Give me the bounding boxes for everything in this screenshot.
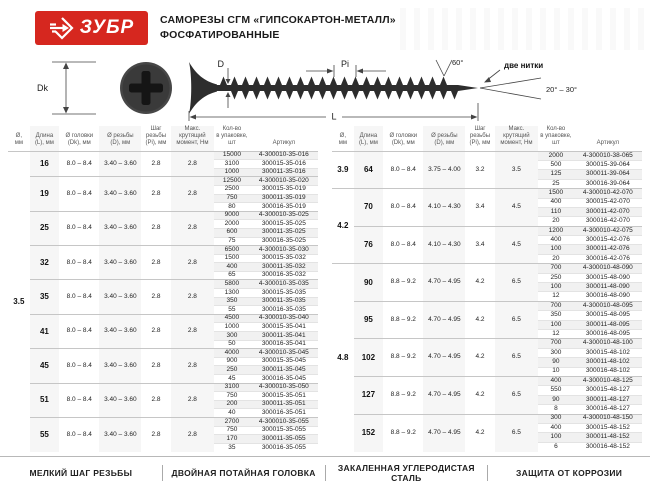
- diameter-cell: 4.8: [332, 264, 354, 452]
- thread-diameter-cell: 3.40 – 3.60: [99, 151, 141, 177]
- thread-diameter-cell: 4.70 – 4.95: [423, 414, 465, 452]
- quantity-cell: 35: [214, 443, 250, 452]
- table-row: [8, 246, 318, 255]
- head-diameter-cell: 8.8 – 9.2: [383, 301, 423, 339]
- quantity-cell: 80: [214, 203, 250, 212]
- article-cell: 300011-48-090: [574, 283, 642, 292]
- head-diameter-cell: 8.0 – 8.4: [383, 226, 423, 264]
- torque-cell: 6.5: [495, 376, 538, 414]
- table-row: [332, 151, 642, 160]
- column-header: Кол-во в упаковке, шт: [540, 126, 572, 147]
- pitch-cell: 2.8: [141, 314, 170, 348]
- article-cell: 4-300010-35-025: [250, 211, 318, 220]
- article-cell: 300015-48-095: [574, 311, 642, 320]
- article-cell: 300016-48-095: [574, 329, 642, 338]
- l-label: L: [331, 111, 337, 122]
- pitch-cell: 4.2: [465, 414, 494, 452]
- header-watermark-pattern: [400, 8, 650, 50]
- column-header: Длина (L), мм: [358, 133, 378, 147]
- article-cell: 300011-35-041: [250, 332, 318, 341]
- table-row: [332, 376, 642, 385]
- pitch-cell: 2.8: [141, 280, 170, 314]
- feature-double-countersunk-head: ДВОЙНАЯ ПОТАЙНАЯ ГОЛОВКА: [171, 467, 316, 478]
- pitch-cell: 2.8: [141, 417, 170, 451]
- head-diameter-cell: 8.0 – 8.4: [59, 151, 99, 177]
- quantity-cell: 3100: [214, 160, 250, 169]
- quantity-cell: 20: [538, 217, 574, 226]
- article-cell: 4-300010-48-150: [574, 414, 642, 423]
- screw-technical-drawing: [0, 55, 650, 125]
- quantity-cell: 350: [538, 311, 574, 320]
- article-cell: 4-300010-35-016: [250, 151, 318, 160]
- table-row: [332, 226, 642, 235]
- length-cell: 90: [354, 264, 383, 302]
- thread-diameter-cell: 3.40 – 3.60: [99, 246, 141, 280]
- quantity-cell: 90: [538, 395, 574, 404]
- head-diameter-cell: 8.8 – 9.2: [383, 376, 423, 414]
- length-cell: 76: [354, 226, 383, 264]
- length-cell: 35: [30, 280, 59, 314]
- article-cell: 300015-35-045: [250, 357, 318, 366]
- length-cell: 25: [30, 211, 59, 245]
- quantity-cell: 12: [538, 292, 574, 301]
- pitch-cell: 2.8: [141, 177, 170, 211]
- quantity-cell: 50: [214, 340, 250, 349]
- quantity-cell: 20: [538, 254, 574, 263]
- article-cell: 300011-35-016: [250, 168, 318, 177]
- head-diameter-cell: 8.0 – 8.4: [59, 177, 99, 211]
- quantity-cell: 300: [538, 414, 574, 423]
- quantity-cell: 3100: [214, 383, 250, 392]
- quantity-cell: 250: [538, 273, 574, 282]
- quantity-cell: 5800: [214, 280, 250, 289]
- pitch-cell: 3.2: [465, 151, 494, 189]
- article-cell: 4-300010-35-055: [250, 417, 318, 426]
- feature-footer: [0, 456, 650, 488]
- angle60-label: 60°: [452, 58, 464, 67]
- diameter-cell: 4.2: [332, 189, 354, 264]
- article-cell: 300015-48-090: [574, 273, 642, 282]
- length-cell: 32: [30, 246, 59, 280]
- article-cell: 300016-39-064: [574, 179, 642, 188]
- table-row: [332, 301, 642, 310]
- page-title: [160, 13, 396, 43]
- quantity-cell: 45: [214, 375, 250, 384]
- length-cell: 55: [30, 417, 59, 451]
- quantity-cell: 6500: [214, 246, 250, 255]
- thread-diameter-cell: 3.40 – 3.60: [99, 383, 141, 417]
- article-cell: 4-300010-48-100: [574, 339, 642, 348]
- pitch-cell: 2.8: [141, 151, 170, 177]
- table-row: [332, 339, 642, 348]
- article-cell: 300011-48-127: [574, 395, 642, 404]
- torque-cell: 2.8: [171, 211, 214, 245]
- article-cell: 300015-48-127: [574, 386, 642, 395]
- screw-head-top-view: [120, 62, 172, 114]
- torque-cell: 2.8: [171, 280, 214, 314]
- quantity-cell: 8: [538, 405, 574, 414]
- column-header: Ø головки (Dk), мм: [65, 133, 94, 147]
- dk-dimension-lines: [52, 62, 96, 114]
- quantity-cell: 300: [214, 332, 250, 341]
- torque-cell: 2.8: [171, 383, 214, 417]
- quantity-cell: 100: [538, 433, 574, 442]
- article-cell: 300011-35-019: [250, 194, 318, 203]
- article-cell: 300011-42-076: [574, 245, 642, 254]
- article-cell: 300015-42-076: [574, 236, 642, 245]
- quantity-cell: 90: [538, 358, 574, 367]
- quantity-cell: 2500: [214, 185, 250, 194]
- table-row: [8, 314, 318, 323]
- article-cell: 300011-48-102: [574, 358, 642, 367]
- angle60-lines: [436, 60, 452, 76]
- quantity-cell: 1000: [214, 323, 250, 332]
- quantity-cell: 350: [214, 297, 250, 306]
- article-cell: 300011-35-025: [250, 228, 318, 237]
- torque-cell: 3.5: [495, 151, 538, 189]
- article-cell: 300011-48-152: [574, 433, 642, 442]
- thread-diameter-cell: 3.40 – 3.60: [99, 314, 141, 348]
- quantity-cell: 500: [538, 160, 574, 169]
- length-cell: 51: [30, 383, 59, 417]
- article-cell: 300015-35-041: [250, 323, 318, 332]
- quantity-cell: 1000: [214, 168, 250, 177]
- thread-diameter-cell: 3.40 – 3.60: [99, 280, 141, 314]
- quantity-cell: 200: [214, 400, 250, 409]
- quantity-cell: 400: [214, 263, 250, 272]
- article-cell: 300011-42-070: [574, 207, 642, 216]
- column-header: Макс. крутящий момент, Нм: [500, 126, 533, 147]
- head-diameter-cell: 8.0 – 8.4: [59, 314, 99, 348]
- torque-cell: 4.5: [495, 226, 538, 264]
- quantity-cell: 15000: [214, 151, 250, 160]
- head-diameter-cell: 8.0 – 8.4: [59, 246, 99, 280]
- two-threads-label: две нитки: [504, 61, 544, 70]
- torque-cell: 6.5: [495, 264, 538, 302]
- torque-cell: 2.8: [171, 314, 214, 348]
- article-cell: 300011-35-055: [250, 435, 318, 444]
- quantity-cell: 110: [538, 207, 574, 216]
- pi-label: Pi: [340, 59, 350, 69]
- article-cell: 300015-35-016: [250, 160, 318, 169]
- article-cell: 300015-35-051: [250, 392, 318, 401]
- column-header: Ø резьбы (D), мм: [431, 133, 458, 147]
- title-line1: САМОРЕЗЫ СГМ «ГИПСОКАРТОН-МЕТАЛЛ»: [160, 14, 396, 26]
- column-header: Длина (L), мм: [34, 133, 54, 147]
- feature-hardened-carbon-steel: ЗАКАЛЕННАЯ УГЛЕРОДИСТАЯ СТАЛЬ: [337, 462, 475, 483]
- torque-cell: 6.5: [495, 414, 538, 452]
- feature-corrosion-protection: ЗАЩИТА ОТ КОРРОЗИИ: [516, 467, 623, 478]
- torque-cell: 2.8: [171, 151, 214, 177]
- column-header: Ø, мм: [338, 133, 347, 147]
- quantity-cell: 2000: [214, 220, 250, 229]
- head-diameter-cell: 8.0 – 8.4: [59, 280, 99, 314]
- article-cell: 4-300010-35-045: [250, 349, 318, 358]
- length-cell: 41: [30, 314, 59, 348]
- head-diameter-cell: 8.0 – 8.4: [383, 151, 423, 189]
- quantity-cell: 75: [214, 237, 250, 246]
- article-cell: 300016-48-090: [574, 292, 642, 301]
- article-cell: 300016-35-032: [250, 271, 318, 280]
- quantity-cell: 600: [214, 228, 250, 237]
- article-cell: 4-300010-42-070: [574, 189, 642, 198]
- spec-table-left: [8, 126, 318, 452]
- length-cell: 127: [354, 376, 383, 414]
- screw-side-view: [189, 62, 478, 114]
- thread-diameter-cell: 4.70 – 4.95: [423, 264, 465, 302]
- article-cell: 300011-35-032: [250, 263, 318, 272]
- article-cell: 4-300010-48-090: [574, 264, 642, 273]
- pitch-cell: 4.2: [465, 376, 494, 414]
- head-diameter-cell: 8.0 – 8.4: [59, 383, 99, 417]
- quantity-cell: 55: [214, 306, 250, 315]
- table-row: [8, 151, 318, 160]
- torque-cell: 2.8: [171, 177, 214, 211]
- article-cell: 300015-35-032: [250, 254, 318, 263]
- table-row: [8, 211, 318, 220]
- zubr-arrow-icon: [49, 15, 75, 41]
- table-row: [332, 264, 642, 273]
- quantity-cell: 1500: [214, 254, 250, 263]
- article-cell: 300016-35-019: [250, 203, 318, 212]
- tip-angle-label: 20° – 30°: [546, 85, 578, 94]
- table-row: [8, 417, 318, 426]
- torque-cell: 2.8: [171, 246, 214, 280]
- quantity-cell: 100: [538, 245, 574, 254]
- quantity-cell: 400: [538, 236, 574, 245]
- quantity-cell: 25: [538, 179, 574, 188]
- thread-diameter-cell: 3.75 – 4.00: [423, 151, 465, 189]
- length-cell: 102: [354, 339, 383, 377]
- pitch-cell: 3.4: [465, 226, 494, 264]
- quantity-cell: 700: [538, 301, 574, 310]
- quantity-cell: 2700: [214, 417, 250, 426]
- feature-fine-thread: МЕЛКИЙ ШАГ РЕЗЬБЫ: [29, 467, 133, 478]
- article-cell: 4-300010-35-035: [250, 280, 318, 289]
- quantity-cell: 250: [214, 366, 250, 375]
- quantity-cell: 4000: [214, 349, 250, 358]
- head-diameter-cell: 8.8 – 9.2: [383, 264, 423, 302]
- column-header: Ø головки (Dk), мм: [389, 133, 418, 147]
- spec-table-right: [332, 126, 642, 452]
- article-cell: 300011-35-045: [250, 366, 318, 375]
- pitch-cell: 3.4: [465, 189, 494, 227]
- column-header: Макс. крутящий момент, Нм: [176, 126, 209, 147]
- article-cell: 300016-35-055: [250, 443, 318, 452]
- length-cell: 70: [354, 189, 383, 227]
- thread-diameter-cell: 3.40 – 3.60: [99, 349, 141, 383]
- article-cell: 300015-35-019: [250, 185, 318, 194]
- head-diameter-cell: 8.0 – 8.4: [59, 417, 99, 451]
- quantity-cell: 4500: [214, 314, 250, 323]
- torque-cell: 4.5: [495, 189, 538, 227]
- article-cell: 300016-35-041: [250, 340, 318, 349]
- article-cell: 300016-48-127: [574, 405, 642, 414]
- torque-cell: 6.5: [495, 339, 538, 377]
- title-line2: ФОСФАТИРОВАННЫЕ: [160, 29, 280, 42]
- thread-diameter-cell: 4.10 – 4.30: [423, 226, 465, 264]
- column-header: Ø, мм: [14, 133, 23, 147]
- pitch-cell: 4.2: [465, 339, 494, 377]
- quantity-cell: 400: [538, 198, 574, 207]
- diameter-cell: 3.5: [8, 151, 30, 452]
- article-cell: 300016-35-045: [250, 375, 318, 384]
- table-row: [8, 349, 318, 358]
- quantity-cell: 65: [214, 271, 250, 280]
- length-cell: 45: [30, 349, 59, 383]
- table-row: [8, 177, 318, 186]
- article-cell: 300015-48-102: [574, 348, 642, 357]
- article-cell: 300015-35-035: [250, 289, 318, 298]
- quantity-cell: 100: [538, 283, 574, 292]
- quantity-cell: 750: [214, 392, 250, 401]
- pitch-cell: 4.2: [465, 301, 494, 339]
- article-cell: 300015-35-055: [250, 426, 318, 435]
- quantity-cell: 12: [538, 329, 574, 338]
- spec-tables: [0, 126, 650, 452]
- article-cell: 4-300010-42-075: [574, 226, 642, 235]
- article-cell: 4-300010-35-040: [250, 314, 318, 323]
- length-cell: 95: [354, 301, 383, 339]
- article-cell: 300016-42-076: [574, 254, 642, 263]
- article-cell: 300016-48-102: [574, 367, 642, 376]
- column-header: Артикул: [272, 140, 296, 147]
- article-cell: 300016-35-051: [250, 409, 318, 418]
- column-header: Ø резьбы (D), мм: [107, 133, 134, 147]
- article-cell: 4-300010-35-050: [250, 383, 318, 392]
- quantity-cell: 550: [538, 386, 574, 395]
- pitch-cell: 2.8: [141, 246, 170, 280]
- article-cell: 4-300010-38-065: [574, 151, 642, 160]
- diameter-cell: 3.9: [332, 151, 354, 189]
- length-cell: 16: [30, 151, 59, 177]
- thread-diameter-cell: 4.10 – 4.30: [423, 189, 465, 227]
- article-cell: 300011-48-095: [574, 320, 642, 329]
- article-cell: 4-300010-48-095: [574, 301, 642, 310]
- quantity-cell: 9000: [214, 211, 250, 220]
- article-cell: 300011-35-035: [250, 297, 318, 306]
- article-cell: 300015-42-070: [574, 198, 642, 207]
- quantity-cell: 12500: [214, 177, 250, 186]
- quantity-cell: 1300: [214, 289, 250, 298]
- zubr-logo: [35, 11, 148, 45]
- thread-diameter-cell: 3.40 – 3.60: [99, 177, 141, 211]
- pitch-cell: 2.8: [141, 383, 170, 417]
- quantity-cell: 700: [538, 339, 574, 348]
- quantity-cell: 700: [538, 264, 574, 273]
- quantity-cell: 40: [214, 409, 250, 418]
- column-header: Кол-во в упаковке, шт: [216, 126, 248, 147]
- column-header: Шаг резьбы (Pi), мм: [469, 126, 491, 147]
- article-cell: 4-300010-48-125: [574, 376, 642, 385]
- dk-label: Dk: [37, 83, 48, 93]
- article-cell: 4-300010-35-030: [250, 246, 318, 255]
- article-cell: 300011-39-064: [574, 170, 642, 179]
- head-diameter-cell: 8.8 – 9.2: [383, 414, 423, 452]
- table-row: [8, 280, 318, 289]
- article-cell: 300016-35-025: [250, 237, 318, 246]
- length-cell: 64: [354, 151, 383, 189]
- thread-diameter-cell: 4.70 – 4.95: [423, 301, 465, 339]
- article-cell: 300015-35-025: [250, 220, 318, 229]
- quantity-cell: 750: [214, 426, 250, 435]
- torque-cell: 6.5: [495, 301, 538, 339]
- d-label: D: [217, 59, 224, 69]
- thread-diameter-cell: 3.40 – 3.60: [99, 211, 141, 245]
- article-cell: 300016-48-152: [574, 442, 642, 452]
- article-cell: 300016-42-070: [574, 217, 642, 226]
- pitch-cell: 4.2: [465, 264, 494, 302]
- thread-diameter-cell: 4.70 – 4.95: [423, 339, 465, 377]
- quantity-cell: 170: [214, 435, 250, 444]
- length-cell: 152: [354, 414, 383, 452]
- table-row: [8, 383, 318, 392]
- table-row: [332, 189, 642, 198]
- head-diameter-cell: 8.8 – 9.2: [383, 339, 423, 377]
- thread-diameter-cell: 4.70 – 4.95: [423, 376, 465, 414]
- article-cell: 4-300010-35-020: [250, 177, 318, 186]
- quantity-cell: 400: [538, 423, 574, 432]
- column-header: Шаг резьбы (Pi), мм: [145, 126, 167, 147]
- length-cell: 19: [30, 177, 59, 211]
- head-diameter-cell: 8.0 – 8.4: [59, 349, 99, 383]
- pitch-cell: 2.8: [141, 211, 170, 245]
- quantity-cell: 100: [538, 320, 574, 329]
- logo-text: ЗУБР: [79, 17, 135, 38]
- quantity-cell: 6: [538, 442, 574, 452]
- quantity-cell: 900: [214, 357, 250, 366]
- head-diameter-cell: 8.0 – 8.4: [383, 189, 423, 227]
- quantity-cell: 400: [538, 376, 574, 385]
- article-cell: 300015-39-064: [574, 160, 642, 169]
- quantity-cell: 1500: [538, 189, 574, 198]
- quantity-cell: 10: [538, 367, 574, 376]
- quantity-cell: 750: [214, 194, 250, 203]
- table-row: [332, 414, 642, 423]
- quantity-cell: 1200: [538, 226, 574, 235]
- article-cell: 300015-48-152: [574, 423, 642, 432]
- article-cell: 300011-35-051: [250, 400, 318, 409]
- article-cell: 300016-35-035: [250, 306, 318, 315]
- torque-cell: 2.8: [171, 417, 214, 451]
- head-diameter-cell: 8.0 – 8.4: [59, 211, 99, 245]
- thread-diameter-cell: 3.40 – 3.60: [99, 417, 141, 451]
- quantity-cell: 300: [538, 348, 574, 357]
- column-header: Артикул: [596, 140, 620, 147]
- torque-cell: 2.8: [171, 349, 214, 383]
- quantity-cell: 125: [538, 170, 574, 179]
- pitch-cell: 2.8: [141, 349, 170, 383]
- quantity-cell: 2000: [538, 151, 574, 160]
